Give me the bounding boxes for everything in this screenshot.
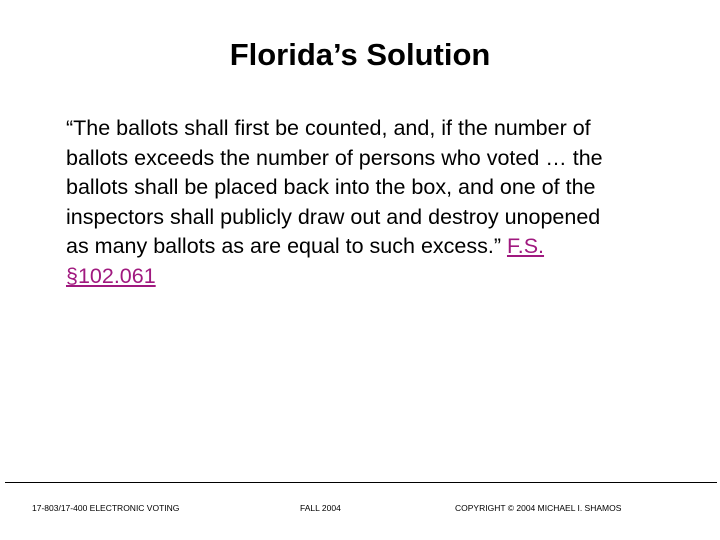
citation-link-part2: §102.061 [66, 263, 156, 288]
quote-text: “The ballots shall first be counted, and, if the number of ballots exceeds the number of persons who voted … the ballots shall be placed back into the box, and one of the inspectors shall publicly draw out and destroy unopened as many ballots as are equal to such excess.” [66, 116, 603, 258]
footer-course: 17-803/17-400 ELECTRONIC VOTING [32, 503, 180, 513]
page-title: Florida’s Solution [229, 37, 491, 72]
citation-link-part1: F.S. [506, 234, 545, 258]
quote-body [66, 114, 686, 291]
footer-divider [5, 482, 717, 483]
footer-term: FALL 2004 [300, 503, 341, 513]
footer-copyright: COPYRIGHT © 2004 MICHAEL I. SHAMOS [455, 503, 622, 513]
